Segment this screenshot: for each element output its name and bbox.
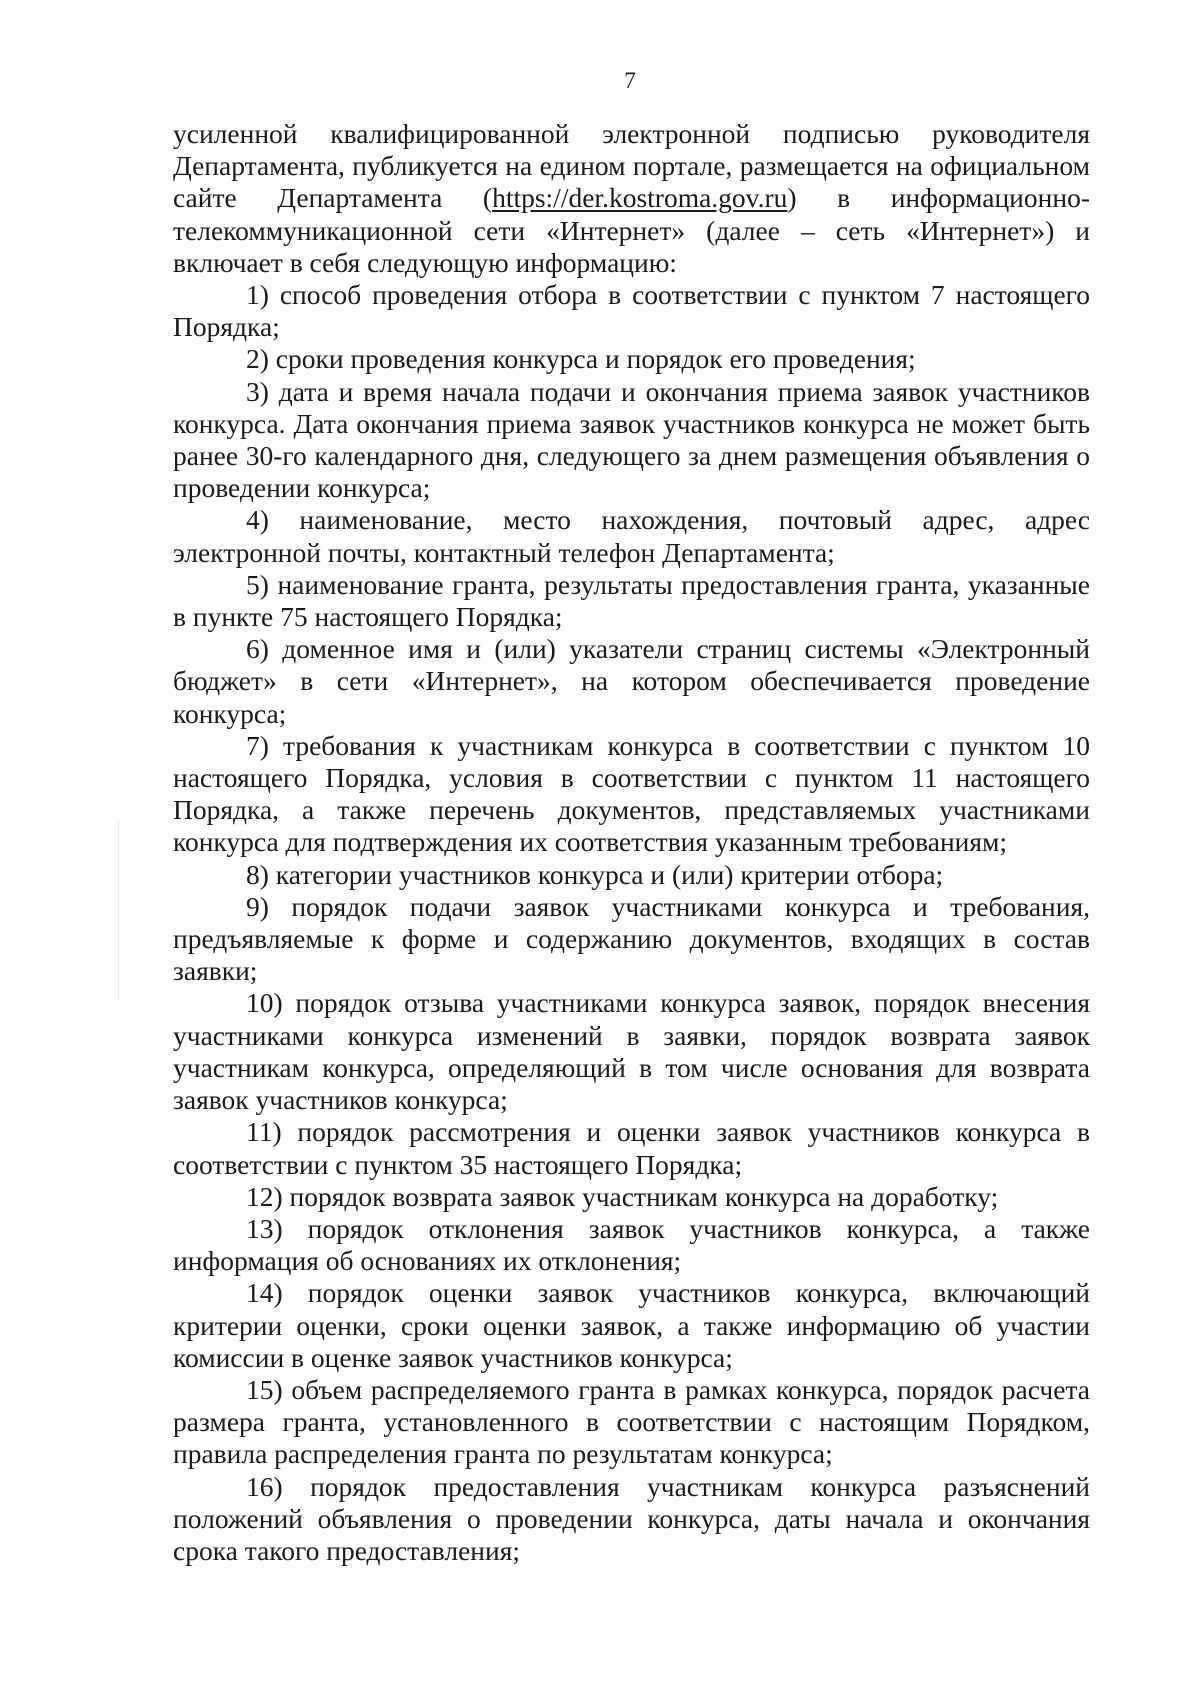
list-item: 14) порядок оценки заявок участников конкурса, включающий критерии оценки, сроки оценки заявок, а также информацию об участии комиссии в оценке заявок участников конкурса; [173, 1277, 1090, 1373]
intro-paragraph [173, 118, 1090, 279]
scan-artifact [118, 820, 119, 1000]
list-item: 7) требования к участникам конкурса в соответствии с пунктом 10 настоящего Порядка, условия в соответствии с пунктом 11 настоящего Порядка, а также перечень документов, представляемых участниками конкурса для подтверждения их соответствия указанным требованиям; [173, 729, 1090, 858]
list-item: 12) порядок возврата заявок участникам конкурса на доработку; [246, 1180, 999, 1212]
list-item: 10) порядок отзыва участниками конкурса заявок, порядок внесения участниками конкурса изменений в заявки, порядок возврата заявок участникам конкурса, определяющий в том числе основания для возврата заявок участников конкурса; [173, 987, 1090, 1116]
list-item: 2) сроки проведения конкурса и порядок его проведения; [246, 343, 916, 375]
list-item: 6) доменное имя и (или) указатели страниц системы «Электронный бюджет» в сети «Интернет», на котором обеспечивается проведение конкурса; [173, 633, 1090, 729]
intro-text-start: усиленной квалифицированной электронной подписью руководителя Департамента, публикуется на едином портале, размещается на официальном сайте Департамента ( [173, 118, 1090, 214]
list-item: 4) наименование, место нахождения, почтовый адрес, адрес электронной почты, контактный телефон Департамента; [173, 504, 1090, 568]
page-number: 7 [624, 68, 636, 93]
list-item: 11) порядок рассмотрения и оценки заявок участников конкурса в соответствии с пунктом 35 настоящего Порядка; [173, 1116, 1090, 1180]
list-item: 16) порядок предоставления участникам конкурса разъяснений положений объявления о проведении конкурса, даты начала и окончания срока такого предоставления; [173, 1470, 1090, 1566]
list-item: 5) наименование гранта, результаты предоставления гранта, указанные в пункте 75 настоящего Порядка; [173, 568, 1090, 633]
intro-text-end: ) в информационно-телекоммуникационной сети «Интернет» (далее – сеть «Интернет») и включает в себя следующую информацию: [173, 182, 1090, 278]
list-item: 1) способ проведения отбора в соответствии с пунктом 7 настоящего Порядка; [173, 279, 1090, 343]
list-item: 8) категории участников конкурса и (или) критерии отбора; [246, 858, 944, 890]
list-item: 3) дата и время начала подачи и окончания приема заявок участников конкурса. Дата окончания приема заявок участников конкурса не может быть ранее 30-го календарного дня, следующего за днем размещения объявления о проведении конкурса; [173, 375, 1090, 504]
document-body [173, 118, 1090, 1567]
list-item: 15) объем распределяемого гранта в рамках конкурса, порядок расчета размера гранта, установленного в соответствии с настоящим Порядком, правила распределения гранта по результатам конкурса; [173, 1373, 1090, 1470]
department-website-link[interactable]: https://der.kostroma.gov.ru [492, 182, 788, 214]
list-item: 9) порядок подачи заявок участниками конкурса и требования, предъявляемые к форме и содержанию документов, входящих в состав заявки; [173, 890, 1090, 987]
list-item: 13) порядок отклонения заявок участников конкурса, а также информация об основаниях их отклонения; [173, 1212, 1090, 1277]
